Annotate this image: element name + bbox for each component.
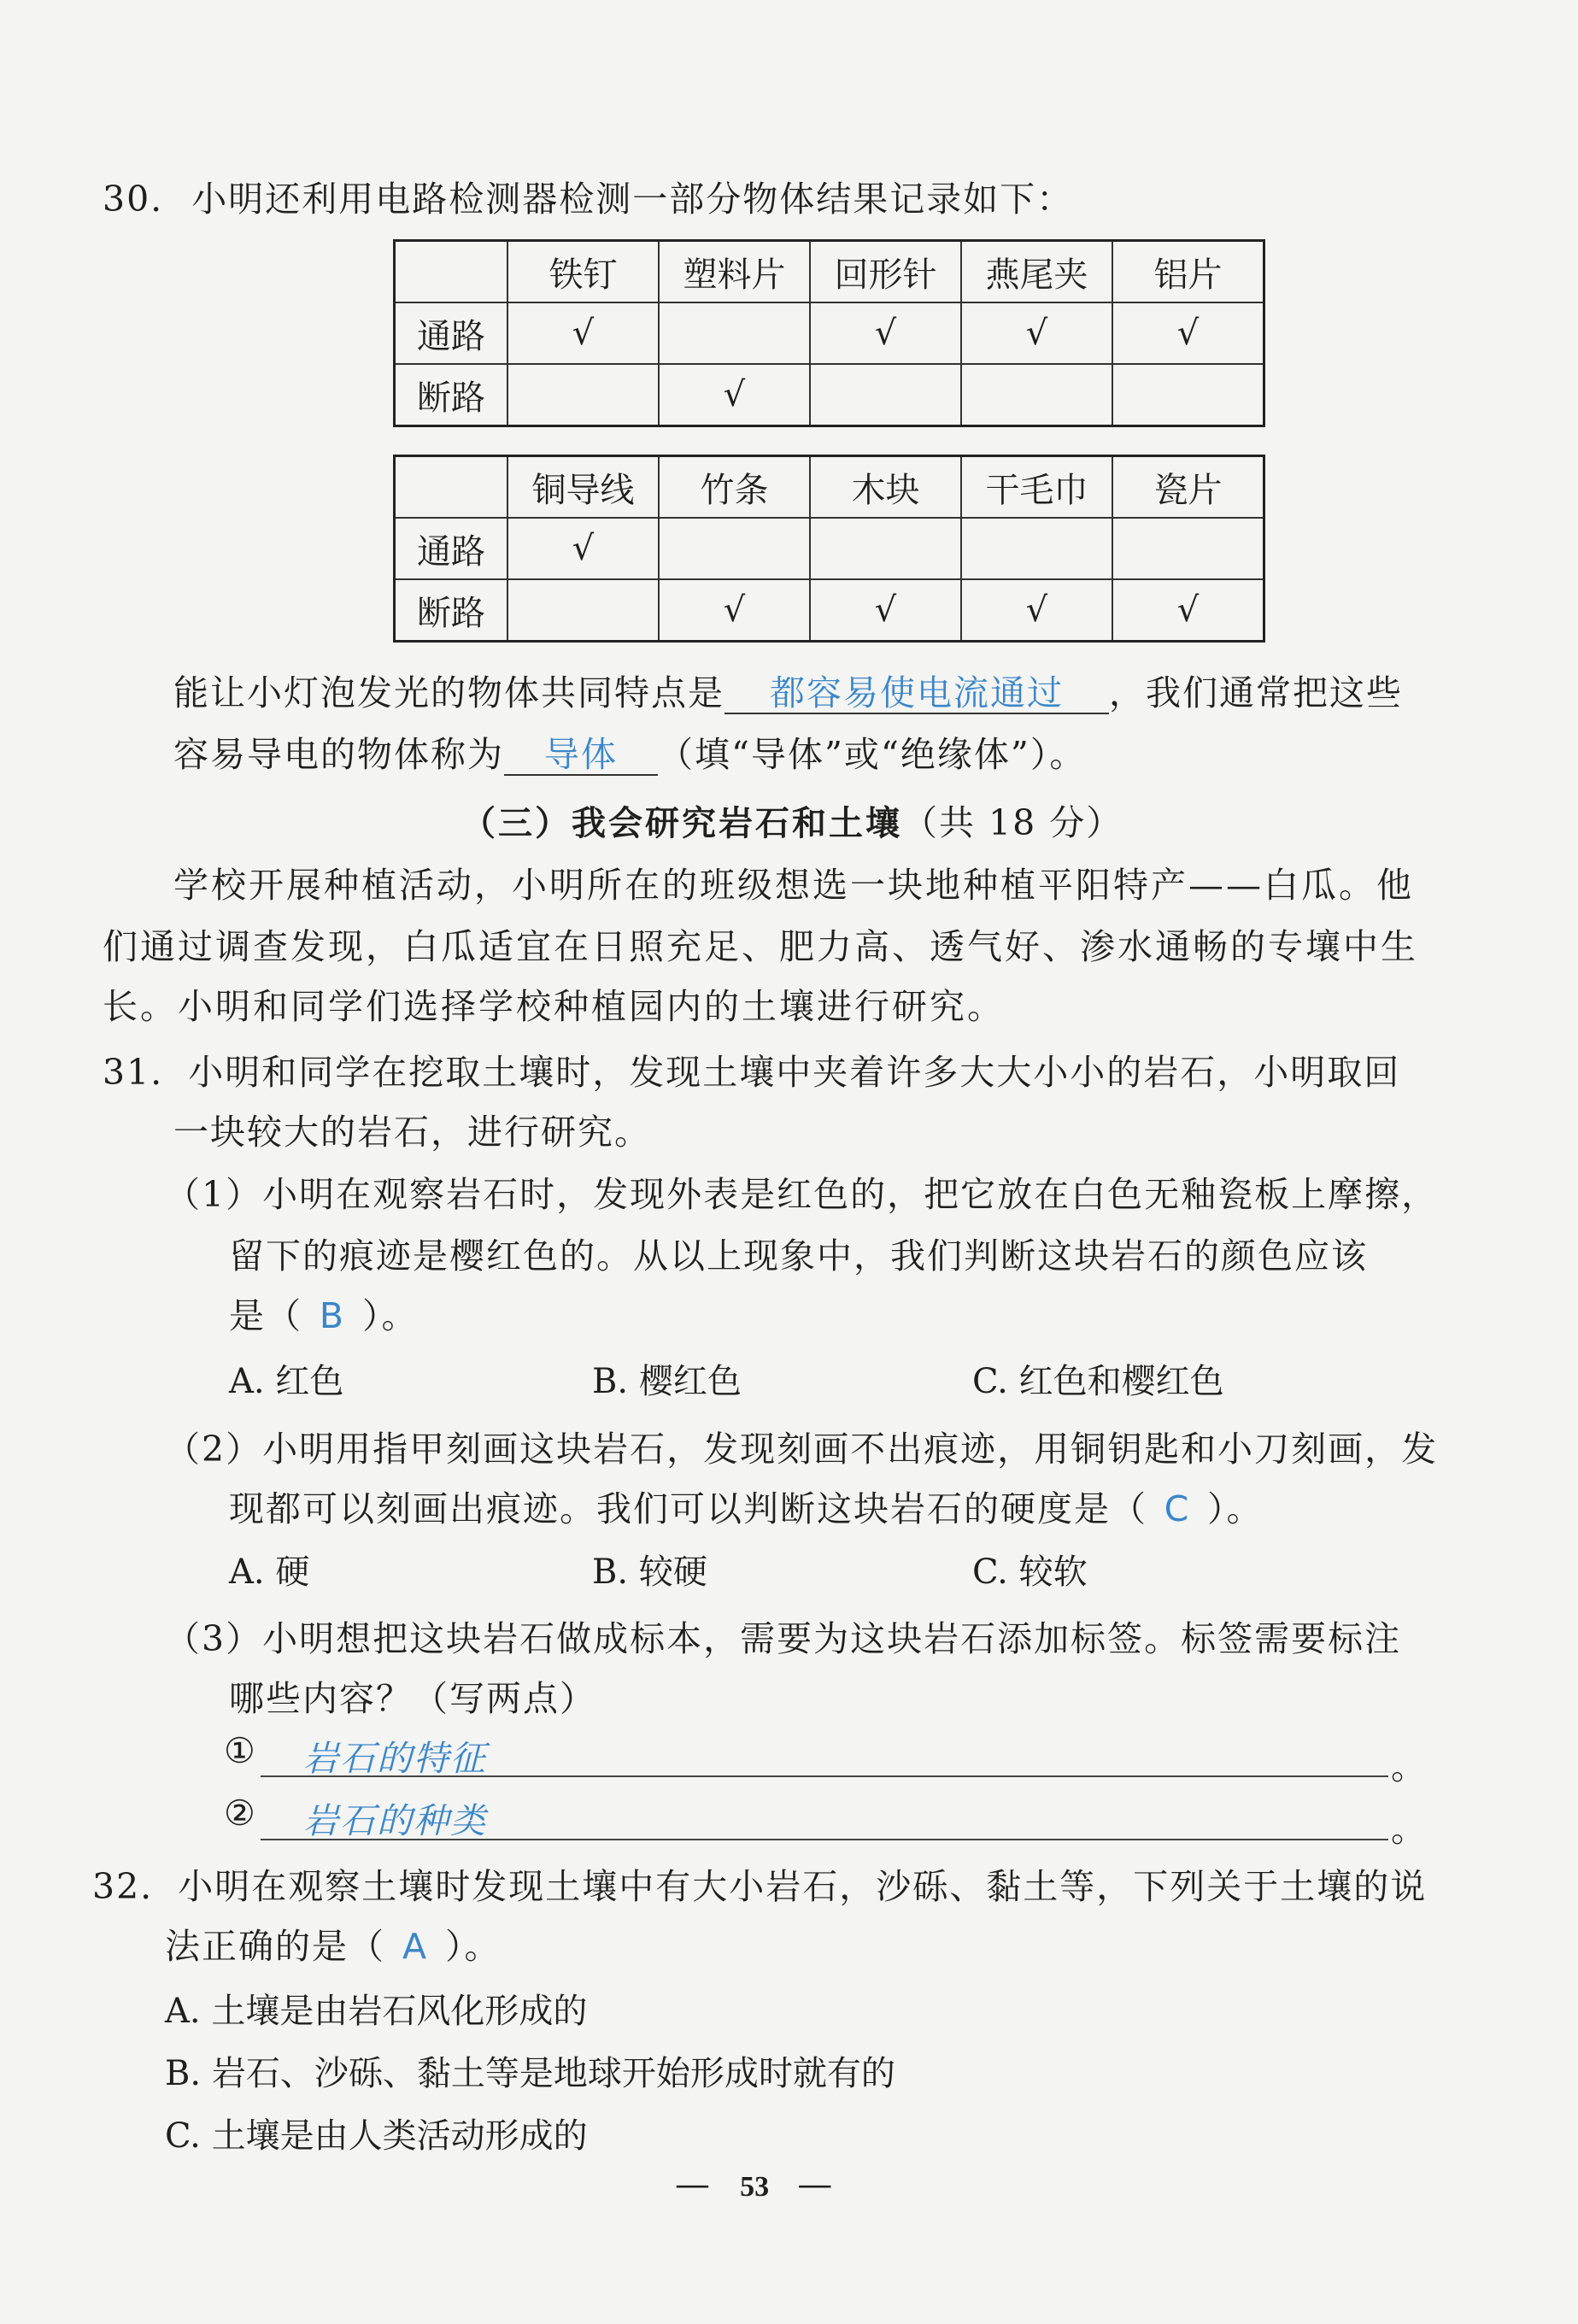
- table-cell: √: [961, 579, 1112, 642]
- q32-answer-line: [165, 1918, 502, 1969]
- table-cell: [961, 518, 1112, 579]
- q32-answer: A: [402, 1926, 429, 1967]
- table-cell: √: [1112, 579, 1264, 642]
- table-header-row: [395, 456, 1264, 519]
- table-cell: [961, 364, 1112, 426]
- q32-stem-line: [92, 1858, 1427, 1909]
- q31-sub1-answer-prefix: 是（: [229, 1295, 302, 1336]
- table-col-header: 铝片: [1112, 241, 1264, 303]
- table-corner-cell: [395, 456, 508, 519]
- page-number: 53: [740, 2171, 770, 2203]
- q30-stem: 小明还利用电路检测器检测一部分物体结果记录如下：: [191, 179, 1074, 220]
- page-footer: [675, 2163, 834, 2204]
- section-3-intro-line: 长。小明和同学们选择学校种植园内的土壤进行研究。: [103, 986, 1005, 1027]
- q31-sub2-answer-suffix: ）。: [1207, 1488, 1264, 1529]
- q32-stem: 小明在观察土壤时发现土壤中有大小岩石，沙砾、黏土等，下列关于土壤的说: [178, 1866, 1428, 1907]
- q31-stem-line: [103, 1044, 1400, 1095]
- q31-sub2-answer-line: [229, 1481, 1264, 1531]
- q31-sub1-option: B. 樱红色: [592, 1362, 742, 1401]
- q31-sub1-answer: B: [319, 1295, 346, 1336]
- q31-sub1-option: C. 红色和樱红色: [972, 1362, 1224, 1401]
- q30-table-1: [393, 239, 1265, 427]
- table-cell: √: [810, 579, 961, 642]
- q31-sub3-blank-answer: 岩石的特征: [303, 1738, 487, 1779]
- q31-sub3-blank-end: 。: [1391, 1809, 1428, 1850]
- table-cell: √: [507, 518, 659, 579]
- q31-number: 31.: [103, 1052, 164, 1093]
- table-cell: √: [1112, 302, 1264, 364]
- q31-stem-line: 一块较大的岩石，进行研究。: [173, 1112, 651, 1153]
- table-cell: [659, 302, 810, 364]
- q30-stem-line: [103, 171, 1073, 221]
- table-cell: √: [961, 302, 1112, 364]
- table-row: [395, 364, 1264, 426]
- q32-option: B. 岩石、沙砾、黏土等是地球开始形成时就有的: [165, 2054, 895, 2093]
- section-3-intro-line: 学校开展种植活动，小明所在的班级想选一块地种植平阳特产——白瓜。他: [173, 865, 1414, 906]
- table-header-row: [395, 241, 1264, 303]
- table-row-label: 断路: [395, 579, 508, 642]
- q31-sub3-blank-marker: ①: [224, 1730, 257, 1771]
- table-cell: [810, 364, 961, 426]
- q31-sub2-line: （2）小明用指甲刻画这块岩石，发现刻画不出痕迹，用铜钥匙和小刀刻画，发: [165, 1429, 1439, 1470]
- table-col-header: 瓷片: [1112, 456, 1264, 519]
- q30-line2-prefix: 容易导电的物体称为: [173, 734, 504, 775]
- table-row-label: 通路: [395, 302, 508, 364]
- q31-sub3-blank-marker: ②: [224, 1793, 257, 1834]
- q30-answer-2: 导体: [504, 736, 658, 776]
- table-col-header: 木块: [810, 456, 961, 519]
- table-col-header: 铜导线: [507, 456, 659, 519]
- table-cell: √: [507, 302, 659, 364]
- q31-sub1-line: 留下的痕迹是樱红色的。从以上现象中，我们判断这块岩石的颜色应该: [229, 1235, 1368, 1276]
- q31-sub2-option: B. 较硬: [592, 1552, 707, 1592]
- q30-line2-suffix: （填“导体”或“绝缘体”）。: [658, 734, 1087, 775]
- q32-answer-suffix: ）。: [445, 1926, 502, 1967]
- table-row-label: 断路: [395, 364, 508, 426]
- table-row: [395, 518, 1264, 579]
- table-col-header: 铁钉: [507, 241, 659, 303]
- table-row: [395, 302, 1264, 364]
- q31-sub1-line: （1）小明在观察岩石时，发现外表是红色的，把它放在白色无釉瓷板上摩擦，: [165, 1174, 1439, 1215]
- table-cell: [507, 364, 659, 426]
- table-cell: [1112, 364, 1264, 426]
- footer-dash-right: —: [797, 2163, 835, 2204]
- table-cell: √: [810, 302, 961, 364]
- table-cell: √: [659, 364, 810, 426]
- table-col-header: 回形针: [810, 241, 961, 303]
- q31-sub2-option: A. 硬: [229, 1552, 310, 1592]
- q32-option: C. 土壤是由人类活动形成的: [165, 2116, 588, 2156]
- table-col-header: 干毛巾: [961, 456, 1112, 519]
- q31-sub1-answer-line: [229, 1288, 419, 1338]
- table-cell: [810, 518, 961, 579]
- q31-sub1-answer-suffix: ）。: [362, 1295, 419, 1336]
- q31-sub3-line: 哪些内容？（写两点）: [229, 1678, 596, 1719]
- footer-dash-left: —: [675, 2163, 712, 2204]
- q31-sub3-blank-answer: 岩石的种类: [303, 1800, 487, 1841]
- q30-answer-line-1: [173, 665, 1403, 715]
- q31-sub2-option: C. 较软: [972, 1552, 1088, 1592]
- section-3-intro-line: 们通过调查发现，白瓜适宜在日照充足、肥力高、透气好、渗水通畅的专壤中生: [103, 926, 1418, 967]
- table-cell: [1112, 518, 1264, 579]
- q31-stem: 小明和同学在挖取土壤时，发现土壤中夹着许多大大小小的岩石，小明取回: [188, 1052, 1401, 1093]
- table-cell: [659, 518, 810, 579]
- answer-underline: [261, 1775, 1388, 1777]
- section-3-heading: [461, 795, 1123, 845]
- table-cell: [507, 579, 659, 642]
- q31-sub3-line: （3）小明想把这块岩石做成标本，需要为这块岩石添加标签。标签需要标注: [165, 1618, 1402, 1659]
- q31-sub3-blank-end: 。: [1391, 1746, 1428, 1787]
- q31-sub2-answer-prefix: 现都可以刻画出痕迹。我们可以判断这块岩石的硬度是（: [229, 1488, 1147, 1529]
- q32-option: A. 土壤是由岩石风化形成的: [165, 1992, 588, 2031]
- q30-answer-1: 都容易使电流通过: [724, 674, 1109, 714]
- q30-answer-line-2: [173, 726, 1086, 777]
- table-cell: √: [659, 579, 810, 642]
- section-3-score: （共 18 分）: [902, 802, 1123, 843]
- table-col-header: 竹条: [659, 456, 810, 519]
- q31-sub2-answer: C: [1164, 1488, 1191, 1529]
- q30-line1-suffix: ，我们通常把这些: [1109, 672, 1403, 713]
- q30-line1-prefix: 能让小灯泡发光的物体共同特点是: [173, 672, 724, 713]
- table-row-label: 通路: [395, 518, 508, 579]
- q32-answer-prefix: 法正确的是（: [165, 1926, 385, 1967]
- q32-number: 32.: [92, 1866, 154, 1907]
- section-3-title: （三）我会研究岩石和土壤: [461, 803, 902, 843]
- table-corner-cell: [395, 241, 508, 303]
- table-row: [395, 579, 1264, 642]
- table-col-header: 塑料片: [659, 241, 810, 303]
- q30-table-2: [393, 455, 1265, 643]
- q30-number: 30.: [103, 179, 164, 220]
- table-col-header: 燕尾夹: [961, 241, 1112, 303]
- answer-underline: [261, 1839, 1388, 1840]
- q31-sub1-option: A. 红色: [229, 1362, 344, 1401]
